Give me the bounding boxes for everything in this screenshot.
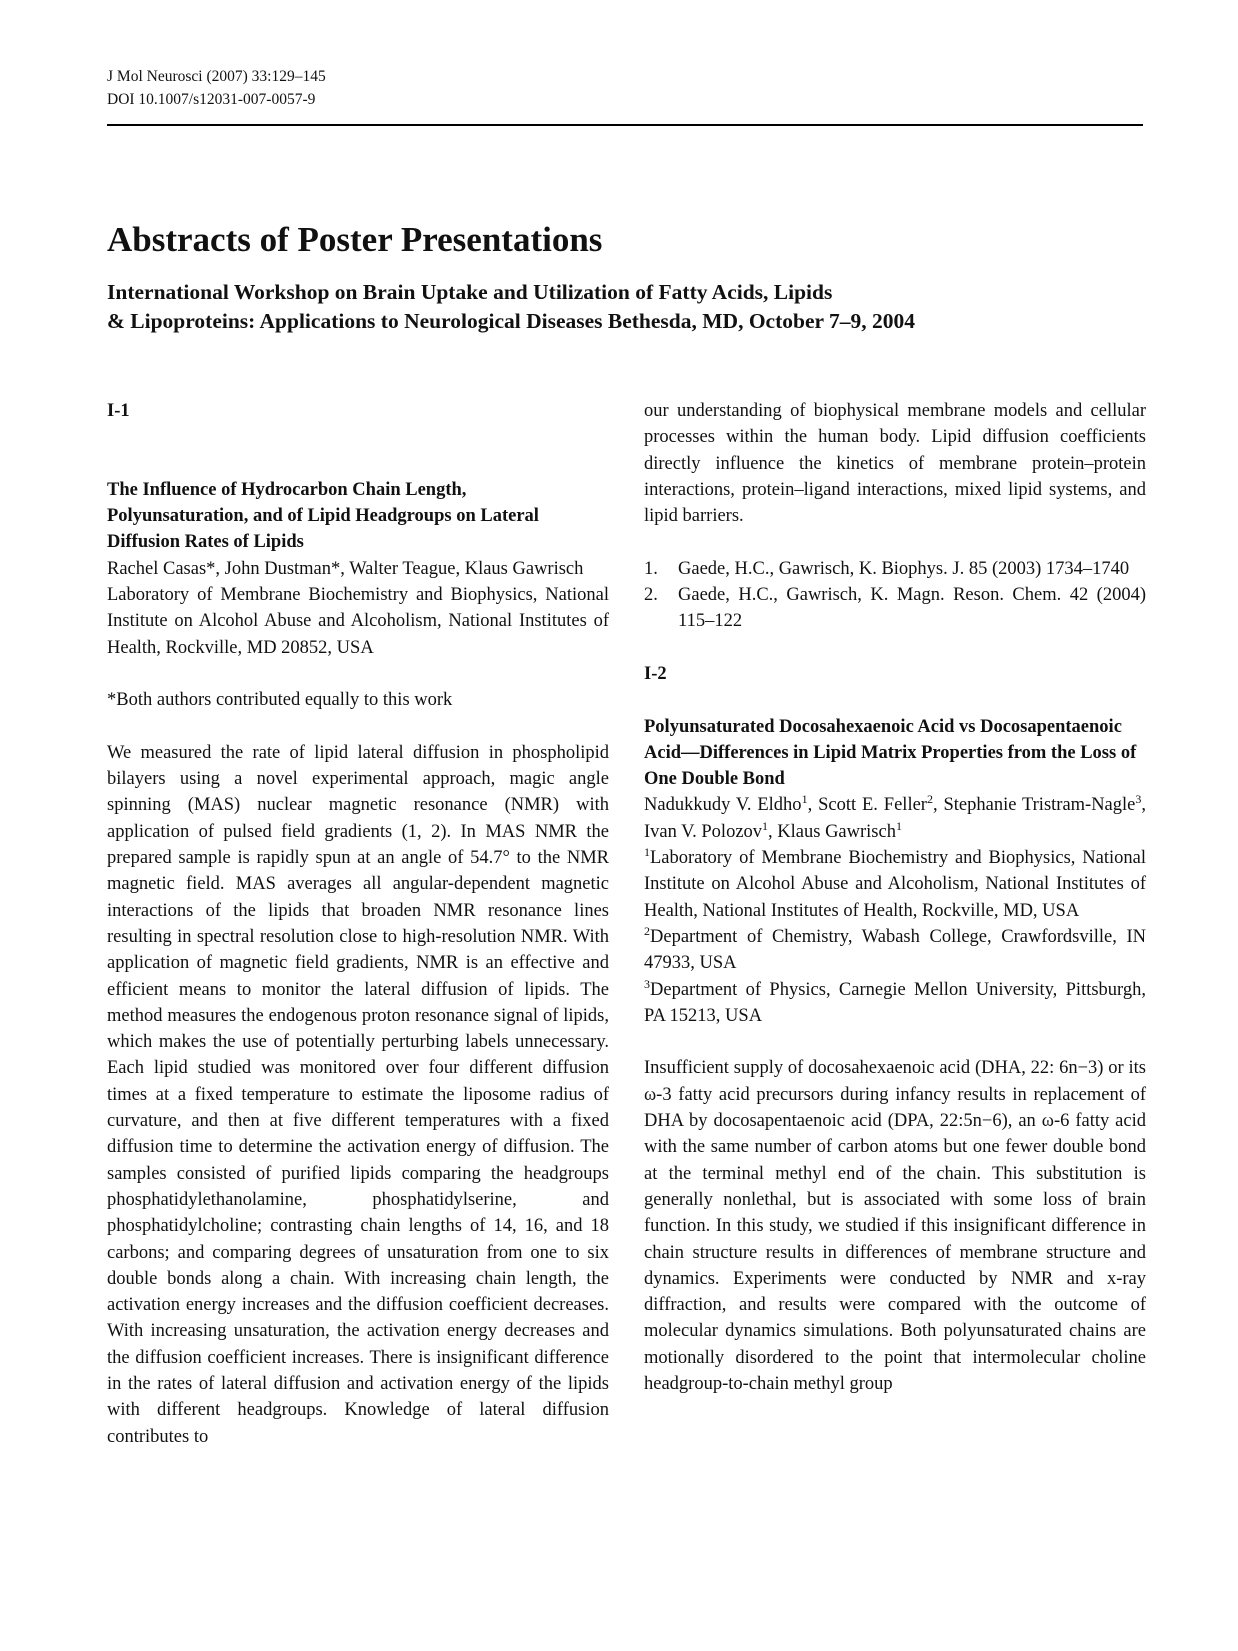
abstract-1-body: We measured the rate of lipid lateral diffusion in phospholipid bilayers using a novel experimental approach, magic angle spinning (MAS) nuclear magnetic resonance (NMR) with application of pulsed field gradients (1, 2). In MAS NMR the prepared sample is rapidly spun at an angle of 54.7° to the NMR magnetic field. MAS averages all angular-dependent magnetic interactions of the lipids that broaden NMR resonance lines resulting in spectral resolution close to high-resolution NMR. With application of magnetic field gradients, NMR is an effective and efficient means to monitor the lateral diffusion of lipids. The method measures the endogenous proton resonance signal of lipids, which makes the use of potentially perturbing labels unnecessary. Each lipid studied was monitored over four different diffusion times at a fixed temperature to estimate the liposome radius of curvature, and then at five different temperatures with a fixed diffusion time to determine the activation energy of diffusion. The samples consisted of purified lipids comparing the headgroups phosphatidylethanolamine, phosphatidylserine, and phosphatidylcholine; contrasting chain lengths of 14, 16, and 18 carbons; and comparing degrees of unsaturation from one to six double bonds along a chain. With increasing chain length, the activation energy increases and the diffusion coefficient decreases. With increasing unsaturation, the activation energy decreases and the diffusion coefficient increases. There is insignificant difference in the rates of lateral diffusion and activation energy of the lipids with different headgroups. Knowledge of lateral diffusion contributes to [107, 742, 609, 1447]
abstract-2-authors [644, 792, 1146, 845]
abstract-1-body-continued: our understanding of biophysical membrane models and cellular processes within the human body. Lipid diffusion coefficients directly influence the kinetics of membrane protein–protein interactions, protein–ligand interactions, mixed lipid systems, and lipid barriers. [644, 401, 1146, 527]
author-affiliation-mark: 1 [762, 818, 769, 833]
left-column [107, 398, 609, 1450]
reference-item [644, 582, 1146, 635]
abstract-2-affiliation-3 [644, 977, 1146, 1030]
affiliation-text: Department of Chemistry, Wabash College, Crawfordsville, IN 47933, USA [644, 926, 1146, 974]
author-affiliation-mark: 1 [895, 818, 902, 833]
header-rule [107, 124, 1143, 126]
reference-text: Gaede, H.C., Gawrisch, K. Magn. Reson. Chem. 42 (2004) 115–122 [678, 585, 1146, 632]
author-affiliation-mark: 1 [801, 792, 808, 807]
subtitle-line-2: & Lipoproteins: Applications to Neurological Diseases Bethesda, MD, October 7–9, 2004 [107, 309, 916, 333]
page-title: Abstracts of Poster Presentations [107, 220, 603, 259]
abstract-1-references [644, 556, 1146, 635]
abstract-1-authors: Rachel Casas*, John Dustman*, Walter Teague, Klaus Gawrisch [107, 558, 584, 579]
abstract-2-body: Insufficient supply of docosahexaenoic acid (DHA, 22: 6n−3) or its ω-3 fatty acid precursors during infancy results in replacement of DHA by docosapentaenoic acid (DPA, 22:5n−6), an ω-6 fatty acid with the same number of carbon atoms but one fewer double bond at the terminal methyl end of the chain. This substitution is generally nonlethal, but is associated with some loss of brain function. In this study, we studied if this insignificant difference in chain structure results in differences of membrane structure and dynamics. Experiments were conducted by NMR and x-ray diffraction, and results were compared with the outcome of molecular dynamics simulations. Both polyunsaturated chains are motionally disordered to the point that intermolecular choline headgroup-to-chain methyl group [644, 1058, 1146, 1394]
abstract-1-title: The Influence of Hydrocarbon Chain Length, Polyunsaturation, and of Lipid Headgroups on Lateral Diffusion Rates of Lipids [107, 479, 539, 553]
abstract-1-affiliation: Laboratory of Membrane Biochemistry and Biophysics, National Institute on Alcohol Abuse and Alcoholism, National Institutes of Health, Rockville, MD 20852, USA [107, 585, 609, 658]
abstract-2-affiliation-2 [644, 924, 1146, 977]
affiliation-mark: 3 [644, 976, 650, 991]
doi: DOI 10.1007/s12031-007-0057-9 [107, 91, 316, 108]
abstract-2-affiliation-1 [644, 845, 1146, 924]
author-name: , Scott E. Feller [807, 795, 927, 816]
author-affiliation-mark: 3 [1135, 792, 1142, 807]
abstract-2-title: Polyunsaturated Docosahexaenoic Acid vs Docosapentaenoic Acid—Differences in Lipid Matrix Properties from the Loss of One Double Bond [644, 716, 1137, 790]
reference-text: Gaede, H.C., Gawrisch, K. Biophys. J. 85 (2003) 1734–1740 [678, 558, 1130, 579]
author-name: , Stephanie Tristram-Nagle [932, 795, 1136, 816]
abstract-1-note: *Both authors contributed equally to this work [107, 690, 453, 711]
author-name: , Klaus Gawrisch [768, 821, 896, 842]
subtitle-line-1: International Workshop on Brain Uptake and Utilization of Fatty Acids, Lipids [107, 280, 833, 304]
running-header [107, 65, 326, 111]
affiliation-mark: 2 [644, 923, 650, 938]
workshop-subtitle [107, 278, 1147, 336]
reference-item [644, 556, 1146, 582]
reference-number: 1. [644, 558, 658, 579]
author-affiliation-mark: 2 [926, 792, 933, 807]
affiliation-mark: 1 [644, 845, 650, 860]
reference-number: 2. [644, 585, 658, 606]
journal-citation: J Mol Neurosci (2007) 33:129–145 [107, 68, 326, 85]
abstract-1-id: I-1 [107, 401, 130, 421]
right-column [644, 398, 1146, 1397]
author-name: Nadukkudy V. Eldho [644, 795, 802, 816]
affiliation-text: Department of Physics, Carnegie Mellon University, Pittsburgh, PA 15213, USA [644, 979, 1146, 1026]
abstract-2-id: I-2 [644, 663, 667, 684]
affiliation-text: Laboratory of Membrane Biochemistry and Biophysics, National Institute on Alcohol Abuse and Alcoholism, National Institutes of Health, National Institutes of Health, Rockville, MD, USA [644, 848, 1146, 921]
author-name: , Ivan V. Polozov [644, 795, 1146, 842]
